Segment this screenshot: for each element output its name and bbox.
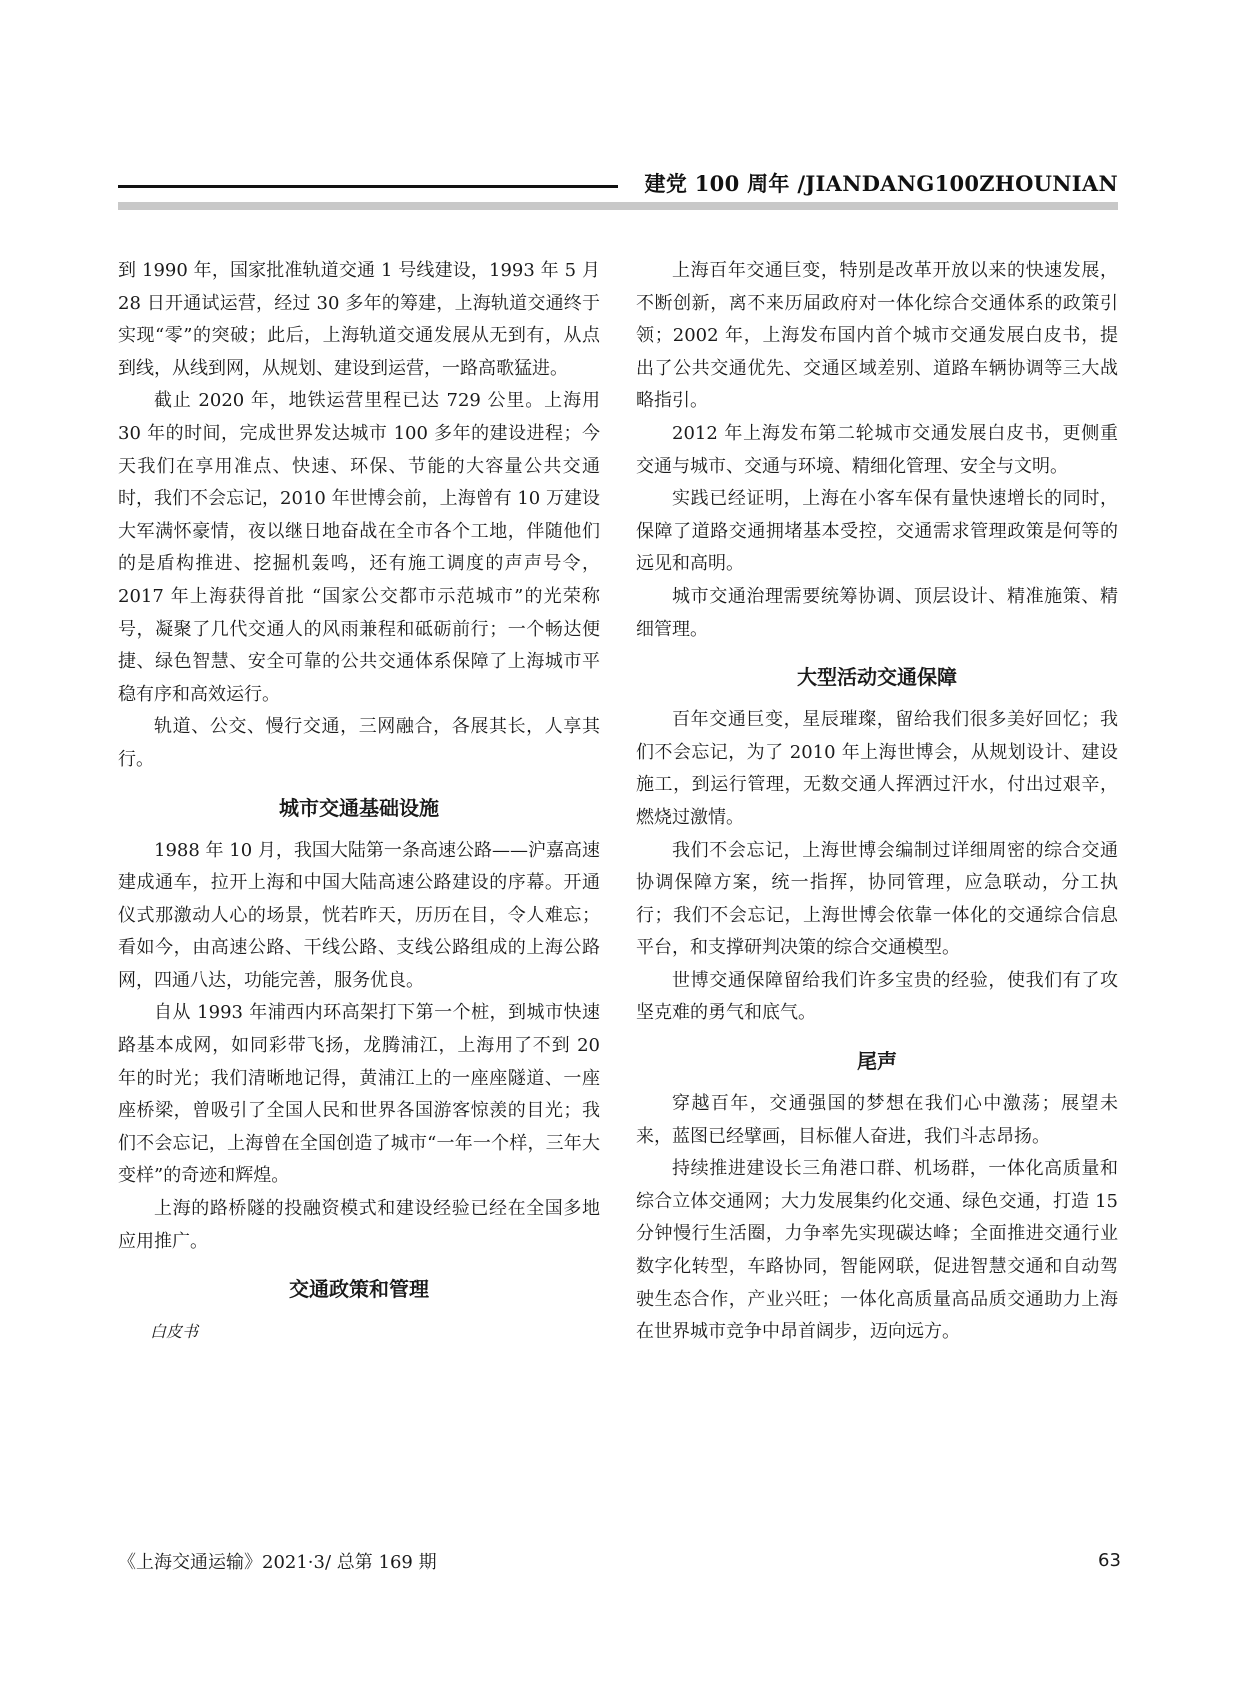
subheading: 白皮书 bbox=[150, 1322, 199, 1342]
paragraph: 上海的路桥隧的投融资模式和建设经验已经在全国多地应用推广。 bbox=[118, 1198, 600, 1252]
paragraph: 穿越百年，交通强国的梦想在我们心中激荡；展望未来，蓝图已经擘画，目标催人奋进，我们斗志昂扬。 bbox=[636, 1093, 1118, 1147]
section-heading: 尾声 bbox=[857, 1049, 897, 1074]
paragraph: 世博交通保障留给我们许多宝贵的经验，使我们有了攻坚克难的勇气和底气。 bbox=[636, 969, 1118, 1024]
page-number: 63 bbox=[1098, 1550, 1121, 1571]
paragraph: 上海百年交通巨变，特别是改革开放以来的快速发展，不断创新，离不来历届政府对一体化综合交通体系的政策引领；2002 年，上海发布国内首个城市交通发展白皮书，提出了公共交通优先、交通区域差别、道路车辆协调等三大战略指引。 bbox=[636, 260, 1118, 412]
paragraph: 我们不会忘记，上海世博会编制过详细周密的综合交通协调保障方案，统一指挥，协同管理，应急联动，分工执行；我们不会忘记，上海世博会依靠一体化的交通综合信息平台，和支撑研判决策的综合交通模型。 bbox=[636, 839, 1118, 959]
paragraph: 截止 2020 年，地铁运营里程已达 729 公里。上海用 30 年的时间，完成世界发达城市 100 多年的建设进程；今天我们在享用准点、快速、环保、节能的大容量公共交通时，我们不会忘记，2010 年世博会前，上海曾有 10 万建设大军满怀豪情，夜以继日地奋战在全市各个工地，伴随他们的是盾构推进、挖掘机轰鸣，还有施工调度的声声号令，2017 年上海获得首批 “国家公交都市示范城市”的光荣称号，凝聚了几代交通人的风雨兼程和砥砺前行；一个畅达便捷、绿色智慧、安全可靠的公共交通体系保障了上海城市平稳有序和高效运行。 bbox=[118, 390, 600, 705]
paragraph: 持续推进建设长三角港口群、机场群，一体化高质量和综合立体交通网；大力发展集约化交通、绿色交通，打造 15 分钟慢行生活圈，力争率先实现碳达峰；全面推进交通行业数字化转型，车路协同，智能网联，促进智慧交通和自动驾驶生态合作，产业兴旺；一体化高质量高品质交通助力上海在世界城市竞争中昂首阔步，迈向远方。 bbox=[636, 1158, 1118, 1343]
paragraph: 到 1990 年，国家批准轨道交通 1 号线建设，1993 年 5 月 28 日开通试运营，经过 30 多年的筹建，上海轨道交通终于实现“零”的突破；此后，上海轨道交通发展从无到有，从点到线，从线到网，从规划、建设到运营，一路高歌猛进。 bbox=[118, 260, 600, 379]
paragraph: 城市交通治理需要统筹协调、顶层设计、精准施策、精细管理。 bbox=[636, 585, 1118, 640]
left-column bbox=[118, 255, 600, 1349]
paragraph: 2012 年上海发布第二轮城市交通发展白皮书，更侧重交通与城市、交通与环境、精细化管理、安全与文明。 bbox=[636, 422, 1118, 477]
journal-citation: 《上海交通运输》2021·3/ 总第 169 期 bbox=[118, 1552, 437, 1573]
section-heading: 交通政策和管理 bbox=[289, 1277, 429, 1302]
paragraph: 实践已经证明，上海在小客车保有量快速增长的同时，保障了道路交通拥堵基本受控，交通需求管理政策是何等的远见和高明。 bbox=[636, 488, 1118, 575]
paragraph: 自从 1993 年浦西内环高架打下第一个桩，到城市快速路基本成网，如同彩带飞扬，龙腾浦江，上海用了不到 20 年的时光；我们清晰地记得，黄浦江上的一座座隧道、一座座桥梁，曾吸引了全国人民和世界各国游客惊羡的目光；我们不会忘记，上海曾在全国创造了城市“一年一个样，三年大变样”的奇迹和辉煌。 bbox=[118, 1002, 600, 1187]
section-title: 建党 100 周年 /JIANDANG100ZHOUNIAN bbox=[644, 171, 1118, 196]
right-column bbox=[636, 255, 1118, 1349]
paragraph: 轨道、公交、慢行交通，三网融合，各展其长，人享其行。 bbox=[118, 716, 600, 770]
section-heading: 大型活动交通保障 bbox=[797, 665, 957, 690]
header-band bbox=[118, 202, 1118, 210]
paragraph: 1988 年 10 月，我国大陆第一条高速公路——沪嘉高速建成通车，拉开上海和中国大陆高速公路建设的序幕。开通仪式那激动人心的场景，恍若昨天，历历在目，令人难忘；看如今，由高速公路、干线公路、支线公路组成的上海公路网，四通八达，功能完善，服务优良。 bbox=[118, 839, 600, 991]
paragraph: 百年交通巨变，星辰璀璨，留给我们很多美好回忆；我们不会忘记，为了 2010 年上海世博会，从规划设计、建设施工，到运行管理，无数交通人挥洒过汗水，付出过艰辛，燃烧过激情。 bbox=[636, 709, 1118, 828]
page-header bbox=[118, 160, 1118, 210]
section-heading: 城市交通基础设施 bbox=[279, 795, 439, 820]
header-rule bbox=[118, 185, 618, 188]
